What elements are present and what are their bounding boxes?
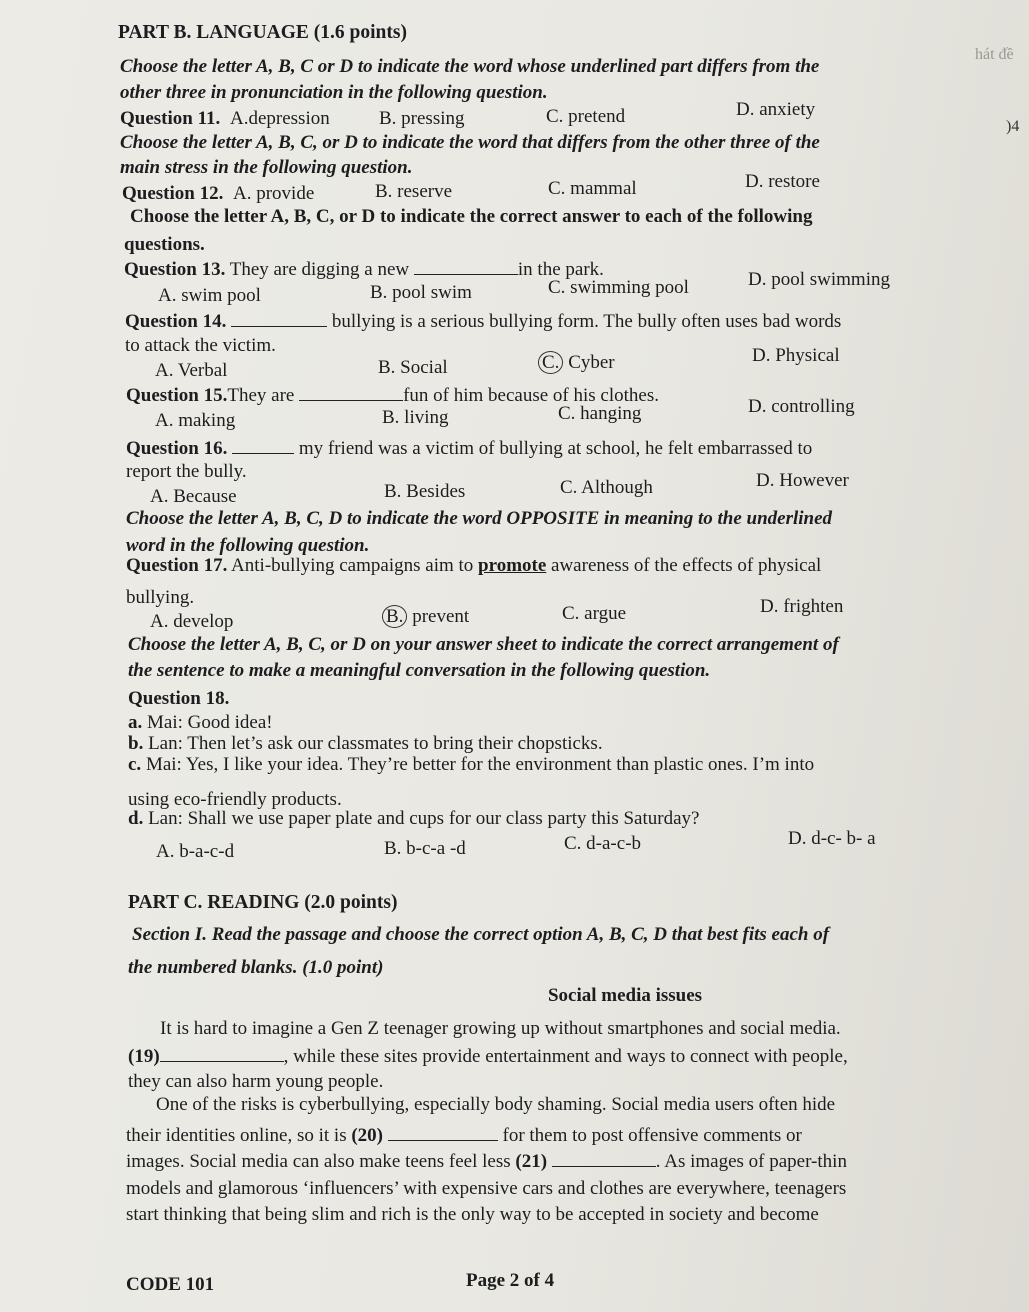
answer-blank <box>231 310 327 327</box>
instruction-opposite: Choose the letter A, B, C, D to indicate the word OPPOSITE in meaning to the underlined <box>126 508 833 529</box>
option-a: A. Because <box>150 486 237 507</box>
instruction-stress: Choose the letter A, B, C, or D to indicate the word that differs from the other three of the <box>120 132 820 153</box>
option-a: A.depression <box>230 108 330 129</box>
passage-line: start thinking that being slim and rich is the only way to be accepted in society and become <box>126 1204 819 1225</box>
option-a: A. b-a-c-d <box>156 841 235 862</box>
part-c-heading: PART C. READING (2.0 points) <box>128 892 398 913</box>
option-d: D. However <box>756 470 849 491</box>
option-c: C. mammal <box>548 178 637 199</box>
passage-line: their identities online, so it is (20) for them to post offensive comments or <box>126 1125 802 1146</box>
option-b: B. Besides <box>384 481 466 502</box>
option-b: B. reserve <box>375 181 453 202</box>
passage-line: It is hard to imagine a Gen Z teenager growing up without smartphones and social media. <box>160 1018 841 1039</box>
dialogue-line-b: b. Lan: Then let’s ask our classmates to bring their chopsticks. <box>128 733 603 754</box>
question-14-cont: to attack the victim. <box>125 335 276 356</box>
passage-title: Social media issues <box>547 985 703 1006</box>
answer-blank <box>414 258 518 275</box>
underlined-word: promote <box>478 555 547 576</box>
section-1-instruction: the numbered blanks. (1.0 point) <box>128 957 384 978</box>
exam-code: CODE 101 <box>126 1274 215 1295</box>
option-c: C. Although <box>560 477 653 498</box>
instruction-stress: main stress in the following question. <box>120 157 413 178</box>
option-c: C. Cyber <box>542 352 615 374</box>
option-b: B. pressing <box>379 108 465 129</box>
option-d: D. frighten <box>760 596 844 617</box>
dialogue-line-c-cont: using eco-friendly products. <box>128 789 342 810</box>
option-c: C. swimming pool <box>548 277 689 298</box>
option-a: A. swim pool <box>158 285 261 306</box>
instruction-pronunciation: other three in pronunciation in the following question. <box>120 82 548 103</box>
instruction-pronunciation: Choose the letter A, B, C or D to indicate the word whose underlined part differs from the <box>120 56 820 77</box>
margin-note: )4 <box>1006 118 1020 135</box>
instruction-arrangement: Choose the letter A, B, C, or D on your answer sheet to indicate the correct arrangement of <box>128 634 839 655</box>
question-17-cont: bullying. <box>126 587 195 608</box>
option-a: A. making <box>155 410 236 431</box>
option-b: B. pool swim <box>370 282 472 303</box>
passage-line: models and glamorous ‘influencers’ with expensive cars and clothes are everywhere, teenagers <box>126 1178 847 1199</box>
passage-line: One of the risks is cyberbullying, especially body shaming. Social media users often hide <box>156 1094 836 1115</box>
answer-blank <box>160 1045 284 1062</box>
option-d: D. controlling <box>748 396 855 417</box>
passage-line: they can also harm young people. <box>128 1071 384 1092</box>
option-d: D. pool swimming <box>748 269 890 290</box>
margin-note: hát đề <box>975 46 1014 63</box>
option-c: C. d-a-c-b <box>564 833 642 854</box>
circled-answer: B. <box>382 605 407 628</box>
option-a: A. Verbal <box>155 360 228 381</box>
question-17: Question 17. Anti-bullying campaigns aim to promote awareness of the effects of physical <box>126 555 822 576</box>
option-a: A. develop <box>150 611 234 632</box>
answer-blank <box>232 437 294 454</box>
question-15: Question 15.They are fun of him because of his clothes. <box>126 385 659 406</box>
option-c: C. argue <box>562 603 627 624</box>
answer-blank <box>299 384 403 401</box>
question-13: Question 13. They are digging a new in the park. <box>124 259 604 280</box>
dialogue-line-d: d. Lan: Shall we use paper plate and cups for our class party this Saturday? <box>128 808 700 829</box>
option-c: C. hanging <box>558 403 642 424</box>
option-d: D. d-c- b- a <box>788 828 876 849</box>
page-number: Page 2 of 4 <box>466 1270 555 1291</box>
dialogue-line-a: a. Mai: Good idea! <box>128 712 273 733</box>
option-b: B. living <box>382 407 449 428</box>
option-c: C. pretend <box>546 106 626 127</box>
question-14: Question 14. bullying is a serious bullying form. The bully often uses bad words <box>125 311 842 332</box>
question-18: Question 18. <box>128 688 230 709</box>
question-12: Question 12. <box>122 183 224 204</box>
answer-blank <box>388 1124 498 1141</box>
instruction-arrangement: the sentence to make a meaningful conversation in the following question. <box>128 660 711 681</box>
question-16-cont: report the bully. <box>126 461 247 482</box>
question-11: Question 11. <box>120 108 221 129</box>
option-a: A. provide <box>233 183 315 204</box>
option-b: B. prevent <box>386 606 469 628</box>
question-16: Question 16. my friend was a victim of bullying at school, he felt embarrassed to <box>126 438 813 459</box>
dialogue-line-c: c. Mai: Yes, I like your idea. They’re better for the environment than plastic ones. I’m into <box>128 754 815 775</box>
option-b: B. Social <box>378 357 448 378</box>
instruction-correct-answer: Choose the letter A, B, C, or D to indicate the correct answer to each of the following <box>130 206 813 227</box>
option-d: D. anxiety <box>736 99 816 120</box>
answer-blank <box>552 1150 656 1167</box>
part-b-heading: PART B. LANGUAGE (1.6 points) <box>118 22 407 43</box>
section-1-instruction: Section I. Read the passage and choose the correct option A, B, C, D that best fits each of <box>132 924 830 945</box>
instruction-opposite: word in the following question. <box>126 535 370 556</box>
circled-answer: C. <box>538 351 563 374</box>
instruction-correct-answer: questions. <box>124 234 205 255</box>
passage-line: images. Social media can also make teens feel less (21) . As images of paper-thin <box>126 1151 847 1172</box>
option-b: B. b-c-a -d <box>384 838 466 859</box>
passage-line: (19) , while these sites provide entertainment and ways to connect with people, <box>128 1046 848 1067</box>
option-d: D. restore <box>745 171 820 192</box>
option-d: D. Physical <box>752 345 840 366</box>
